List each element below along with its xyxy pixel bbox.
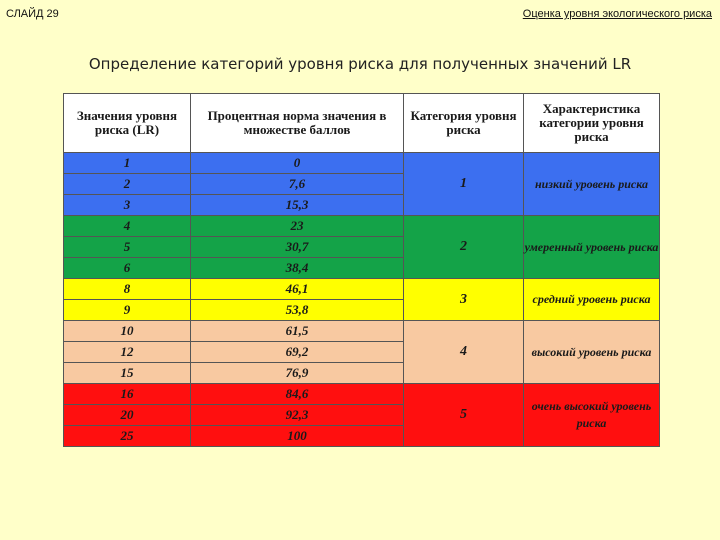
category-cell: 5 (404, 384, 524, 447)
characteristic-cell: средний уровень риска (524, 279, 660, 321)
slide-number-label: СЛАЙД 29 (6, 8, 59, 20)
characteristic-cell: высокий уровень риска (524, 321, 660, 384)
lr-value: 10 (64, 321, 191, 342)
characteristic-cell: низкий уровень риска (524, 153, 660, 216)
percent-value: 61,5 (191, 321, 404, 342)
percent-value: 7,6 (191, 174, 404, 195)
header-percent-norm: Процентная норма значения в множестве баллов (191, 94, 404, 153)
percent-value: 76,9 (191, 363, 404, 384)
table-row (64, 321, 660, 342)
percent-value: 46,1 (191, 279, 404, 300)
category-cell: 3 (404, 279, 524, 321)
percent-value: 38,4 (191, 258, 404, 279)
header-lr-values: Значения уровня риска (LR) (64, 94, 191, 153)
table-row (64, 216, 660, 237)
percent-value: 100 (191, 426, 404, 447)
lr-value: 15 (64, 363, 191, 384)
category-cell: 1 (404, 153, 524, 216)
topic-link[interactable]: Оценка уровня экологического риска (522, 8, 712, 20)
percent-value: 84,6 (191, 384, 404, 405)
lr-value: 6 (64, 258, 191, 279)
lr-value: 2 (64, 174, 191, 195)
lr-value: 25 (64, 426, 191, 447)
characteristic-cell: умеренный уровень риска (524, 216, 660, 279)
table-row (64, 384, 660, 405)
lr-value: 3 (64, 195, 191, 216)
header-category-characteristic: Характеристика категории уровня риска (524, 94, 660, 153)
lr-value: 8 (64, 279, 191, 300)
lr-value: 9 (64, 300, 191, 321)
lr-value: 12 (64, 342, 191, 363)
lr-value: 20 (64, 405, 191, 426)
slide-title: Определение категорий уровня риска для полученных значений LR (88, 55, 632, 73)
category-cell: 2 (404, 216, 524, 279)
table-row (64, 153, 660, 174)
table-row (64, 279, 660, 300)
characteristic-cell: очень высокий уровень риска (524, 384, 660, 447)
risk-category-table (63, 93, 660, 447)
percent-value: 92,3 (191, 405, 404, 426)
lr-value: 16 (64, 384, 191, 405)
percent-value: 15,3 (191, 195, 404, 216)
percent-value: 69,2 (191, 342, 404, 363)
percent-value: 30,7 (191, 237, 404, 258)
table-header-row (64, 94, 660, 153)
lr-value: 5 (64, 237, 191, 258)
lr-value: 1 (64, 153, 191, 174)
header-risk-category: Категория уровня риска (404, 94, 524, 153)
percent-value: 23 (191, 216, 404, 237)
category-cell: 4 (404, 321, 524, 384)
lr-value: 4 (64, 216, 191, 237)
percent-value: 0 (191, 153, 404, 174)
percent-value: 53,8 (191, 300, 404, 321)
